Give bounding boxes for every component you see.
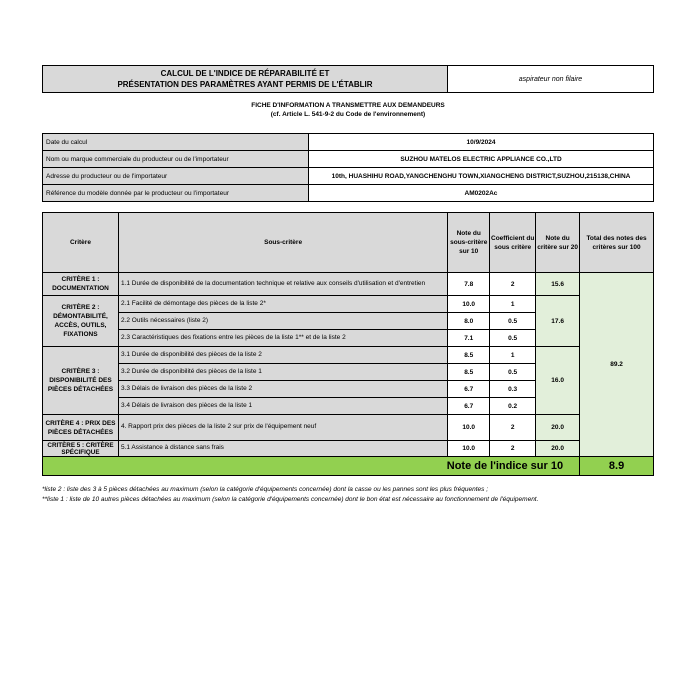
info-label: Adresse du producteur ou de l'importateur [43, 168, 309, 185]
sub-criterion-coef: 0.5 [490, 364, 536, 381]
criterion-name: CRITÈRE 3 : DISPONIBILITÉ DES PIÈCES DÉTACHÉES [43, 347, 119, 415]
header-critere: Critère [43, 213, 119, 273]
fiche-line-2: (cf. Article L. 541-9-2 du Code de l'environnement) [270, 111, 426, 118]
criterion-note: 16.0 [536, 347, 580, 415]
sub-criterion-coef: 2 [490, 441, 536, 457]
footnote-liste-2: *liste 2 : liste des 3 à 5 pièces détachées au maximum (selon la catégorie d'équipements concernée) dont la casse ou les pannes sont les plus fréquentes ; [42, 486, 489, 493]
sub-criterion-coef: 0.3 [490, 381, 536, 398]
table-row [43, 273, 654, 296]
sub-criterion-note: 8.0 [448, 313, 490, 330]
table-row [43, 296, 654, 313]
criterion-note: 20.0 [536, 441, 580, 457]
final-score-label: Note de l'indice sur 10 [43, 457, 580, 476]
sub-criterion-coef: 1 [490, 347, 536, 364]
sub-criterion-coef: 0.2 [490, 398, 536, 415]
sub-criterion-coef: 0.5 [490, 313, 536, 330]
product-type: aspirateur non filaire [518, 75, 583, 83]
sub-criterion-coef: 1 [490, 296, 536, 313]
score-table-header [43, 213, 654, 273]
final-score-value: 8.9 [580, 457, 654, 476]
table-row [43, 415, 654, 441]
sub-criterion-note: 10.0 [448, 415, 490, 441]
info-row [43, 134, 654, 151]
sub-criterion-note: 7.1 [448, 330, 490, 347]
title-line-2: PRÉSENTATION DES PARAMÈTRES AYANT PERMIS DE L'ÉTABLIR [117, 80, 373, 89]
sub-criterion-note: 8.5 [448, 364, 490, 381]
header-note-sous-critere: Note du sous-critère sur 10 [448, 213, 490, 273]
info-row [43, 151, 654, 168]
score-table [42, 212, 654, 476]
sub-criterion-label: 2.3 Caractéristiques des fixations entre les pièces de la liste 1** et de la liste 2 [118, 330, 447, 347]
info-row [43, 185, 654, 202]
fiche-line-1: FICHE D'INFORMATION A TRANSMETTRE AUX DEMANDEURS [251, 102, 445, 109]
info-value: SUZHOU MATELOS ELECTRIC APPLIANCE CO.,LTD [309, 151, 654, 168]
total-score: 89.2 [580, 273, 654, 457]
sub-criterion-note: 6.7 [448, 398, 490, 415]
info-row [43, 168, 654, 185]
sub-criterion-note: 7.8 [448, 273, 490, 296]
criterion-name: CRITÈRE 2 : DÉMONTABILITÉ, ACCÈS, OUTILS, FIXATIONS [43, 296, 119, 347]
criterion-name: CRITÈRE 1 : DOCUMENTATION [43, 273, 119, 296]
info-label: Nom ou marque commerciale du producteur ou de l'importateur [43, 151, 309, 168]
info-label: Référence du modèle donnée par le producteur ou l'importateur [43, 185, 309, 202]
sub-criterion-coef: 0.5 [490, 330, 536, 347]
sub-criterion-note: 10.0 [448, 296, 490, 313]
fiche-caption [42, 101, 654, 119]
info-value: AM0202Ac [464, 189, 498, 197]
criterion-name: CRITÈRE 5 : CRITÈRE SPÉCIFIQUE [43, 441, 119, 457]
sub-criterion-note: 6.7 [448, 381, 490, 398]
table-row [43, 347, 654, 364]
sub-criterion-label: 2.2 Outils nécessaires (liste 2) [118, 313, 447, 330]
info-value: 10th, HUASHIHU ROAD,YANGCHENGHU TOWN,XIANGCHENG DISTRICT,SUZHOU,215138,CHINA [309, 168, 654, 185]
sub-criterion-label: 4. Rapport prix des pièces de la liste 2 sur prix de l'équipement neuf [118, 415, 447, 441]
sub-criterion-note: 10.0 [448, 441, 490, 457]
info-label: Date du calcul [43, 134, 309, 151]
criterion-note: 17.6 [536, 296, 580, 347]
table-row [43, 441, 654, 457]
sub-criterion-label: 3.2 Durée de disponibilité des pièces de la liste 1 [118, 364, 447, 381]
header-sous-critere: Sous-critère [118, 213, 447, 273]
sub-criterion-label: 1.1 Durée de disponibilité de la documentation technique et relative aux conseils d'utilisation et d'entretien [118, 273, 447, 296]
criterion-note: 20.0 [536, 415, 580, 441]
sub-criterion-note: 8.5 [448, 347, 490, 364]
sub-criterion-label: 3.4 Délais de livraison des pièces de la liste 1 [118, 398, 447, 415]
criterion-note: 15.6 [536, 273, 580, 296]
footnote-liste-1: **liste 1 : liste de 10 autres pièces détachées au maximum (selon la catégorie d'équipements concernée) dont le bon état est nécessaire au fonctionnement de l'équipement. [42, 496, 539, 503]
criterion-name: CRITÈRE 4 : PRIX DES PIÈCES DÉTACHÉES [43, 415, 119, 441]
footnotes [42, 485, 682, 505]
header-box [42, 65, 654, 93]
header-note-critere: Note du critère sur 20 [536, 213, 580, 273]
final-score-row [43, 457, 654, 476]
header-coefficient: Coefficient du sous critère [490, 213, 536, 273]
sub-criterion-coef: 2 [490, 273, 536, 296]
document-title [43, 66, 448, 92]
info-table [42, 133, 654, 202]
sub-criterion-label: 2.1 Facilité de démontage des pièces de la liste 2* [118, 296, 447, 313]
sub-criterion-label: 3.1 Durée de disponibilité des pièces de la liste 2 [118, 347, 447, 364]
sub-criterion-label: 3.3 Délais de livraison des pièces de la liste 2 [118, 381, 447, 398]
title-line-1: CALCUL DE L'INDICE DE RÉPARABILITÉ ET [160, 69, 330, 78]
sub-criterion-coef: 2 [490, 415, 536, 441]
sub-criterion-label: 5.1 Assistance à distance sans frais [118, 441, 447, 457]
info-value: 10/9/2024 [309, 134, 654, 151]
header-total: Total des notes des critères sur 100 [580, 213, 654, 273]
